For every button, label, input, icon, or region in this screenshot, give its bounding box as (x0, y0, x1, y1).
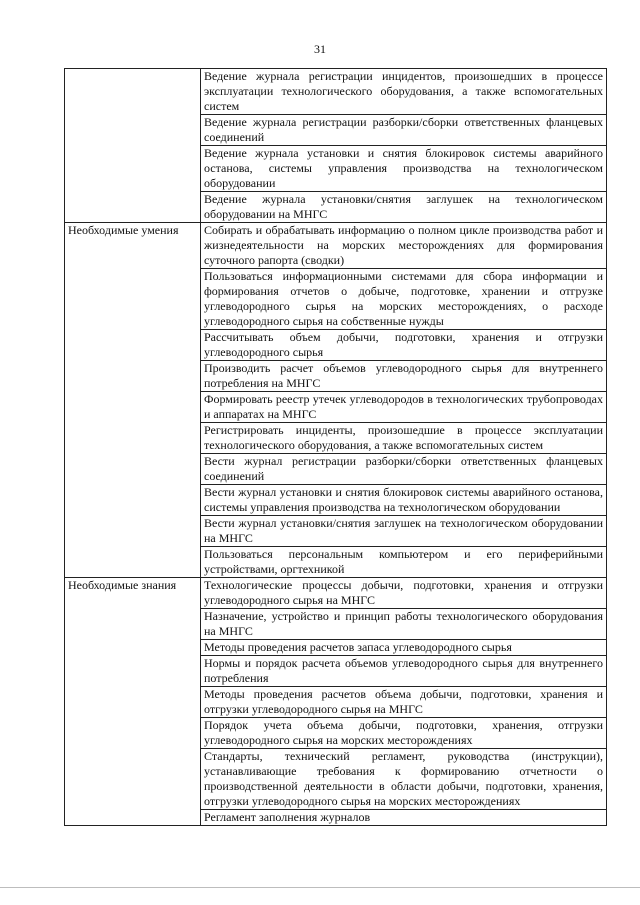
table-cell: Регистрировать инциденты, произошедшие в процессе эксплуатации технологического оборудования, а также вспомогательных систем (201, 423, 607, 454)
table-row (65, 223, 607, 269)
table-cell: Методы проведения расчетов запаса углеводородного сырья (201, 640, 607, 656)
section-label-knowledge: Необходимые знания (65, 578, 201, 826)
table-cell: Пользоваться персональным компьютером и его периферийными устройствами, оргтехникой (201, 547, 607, 578)
section-label (65, 69, 201, 223)
table-cell: Рассчитывать объем добычи, подготовки, хранения и отгрузки углеводородного сырья (201, 330, 607, 361)
table-cell: Регламент заполнения журналов (201, 810, 607, 826)
table-cell: Технологические процессы добычи, подготовки, хранения и отгрузки углеводородного сырья на МНГС (201, 578, 607, 609)
page-number: 31 (314, 42, 326, 56)
table-cell: Вести журнал установки/снятия заглушек на технологическом оборудовании на МНГС (201, 516, 607, 547)
table-cell: Ведение журнала установки/снятия заглушек на технологическом оборудовании на МНГС (201, 192, 607, 223)
table-cell: Ведение журнала установки и снятия блокировок системы аварийного останова, системы управления производства на технологическом оборудовании (201, 146, 607, 192)
table-cell: Стандарты, технический регламент, руководства (инструкции), устанавливающие требования к формированию отчетности о производственной деятельности в области добычи, подготовки, хранения, отгрузки углеводородного сырья на морских месторождениях (201, 749, 607, 810)
table-cell: Вести журнал регистрации разборки/сборки ответственных фланцевых соединений (201, 454, 607, 485)
table-cell: Ведение журнала регистрации разборки/сборки ответственных фланцевых соединений (201, 115, 607, 146)
table-cell: Порядок учета объема добычи, подготовки, хранения, отгрузки углеводородного сырья на морских месторождениях (201, 718, 607, 749)
table-cell: Вести журнал установки и снятия блокировок системы аварийного останова, системы управления производства на технологическом оборудовании (201, 485, 607, 516)
table-cell: Собирать и обрабатывать информацию о полном цикле производства работ и жизнедеятельности на морских месторождениях для формирования суточного рапорта (сводки) (201, 223, 607, 269)
table-cell: Нормы и порядок расчета объемов углеводородного сырья для внутреннего потребления (201, 656, 607, 687)
table-cell: Методы проведения расчетов объема добычи, подготовки, хранения и отгрузки углеводородного сырья на МНГС (201, 687, 607, 718)
requirements-table (64, 68, 607, 826)
table-cell: Формировать реестр утечек углеводородов в технологических трубопроводах и аппаратах на МНГС (201, 392, 607, 423)
table-cell: Пользоваться информационными системами для сбора информации и формирования отчетов о добыче, подготовке, хранении и отгрузке углеводородного сырья на морских месторождениях, о расходе углеводородного сырья на собственные нужды (201, 269, 607, 330)
table-cell: Назначение, устройство и принцип работы технологического оборудования на МНГС (201, 609, 607, 640)
section-label-skills: Необходимые умения (65, 223, 201, 578)
table-cell: Производить расчет объемов углеводородного сырья для внутреннего потребления на МНГС (201, 361, 607, 392)
table-row (65, 578, 607, 609)
table-row (65, 69, 607, 115)
scan-edge-divider (0, 887, 640, 888)
table-cell: Ведение журнала регистрации инцидентов, произошедших в процессе эксплуатации технологического оборудования, а также вспомогательных систем (201, 69, 607, 115)
